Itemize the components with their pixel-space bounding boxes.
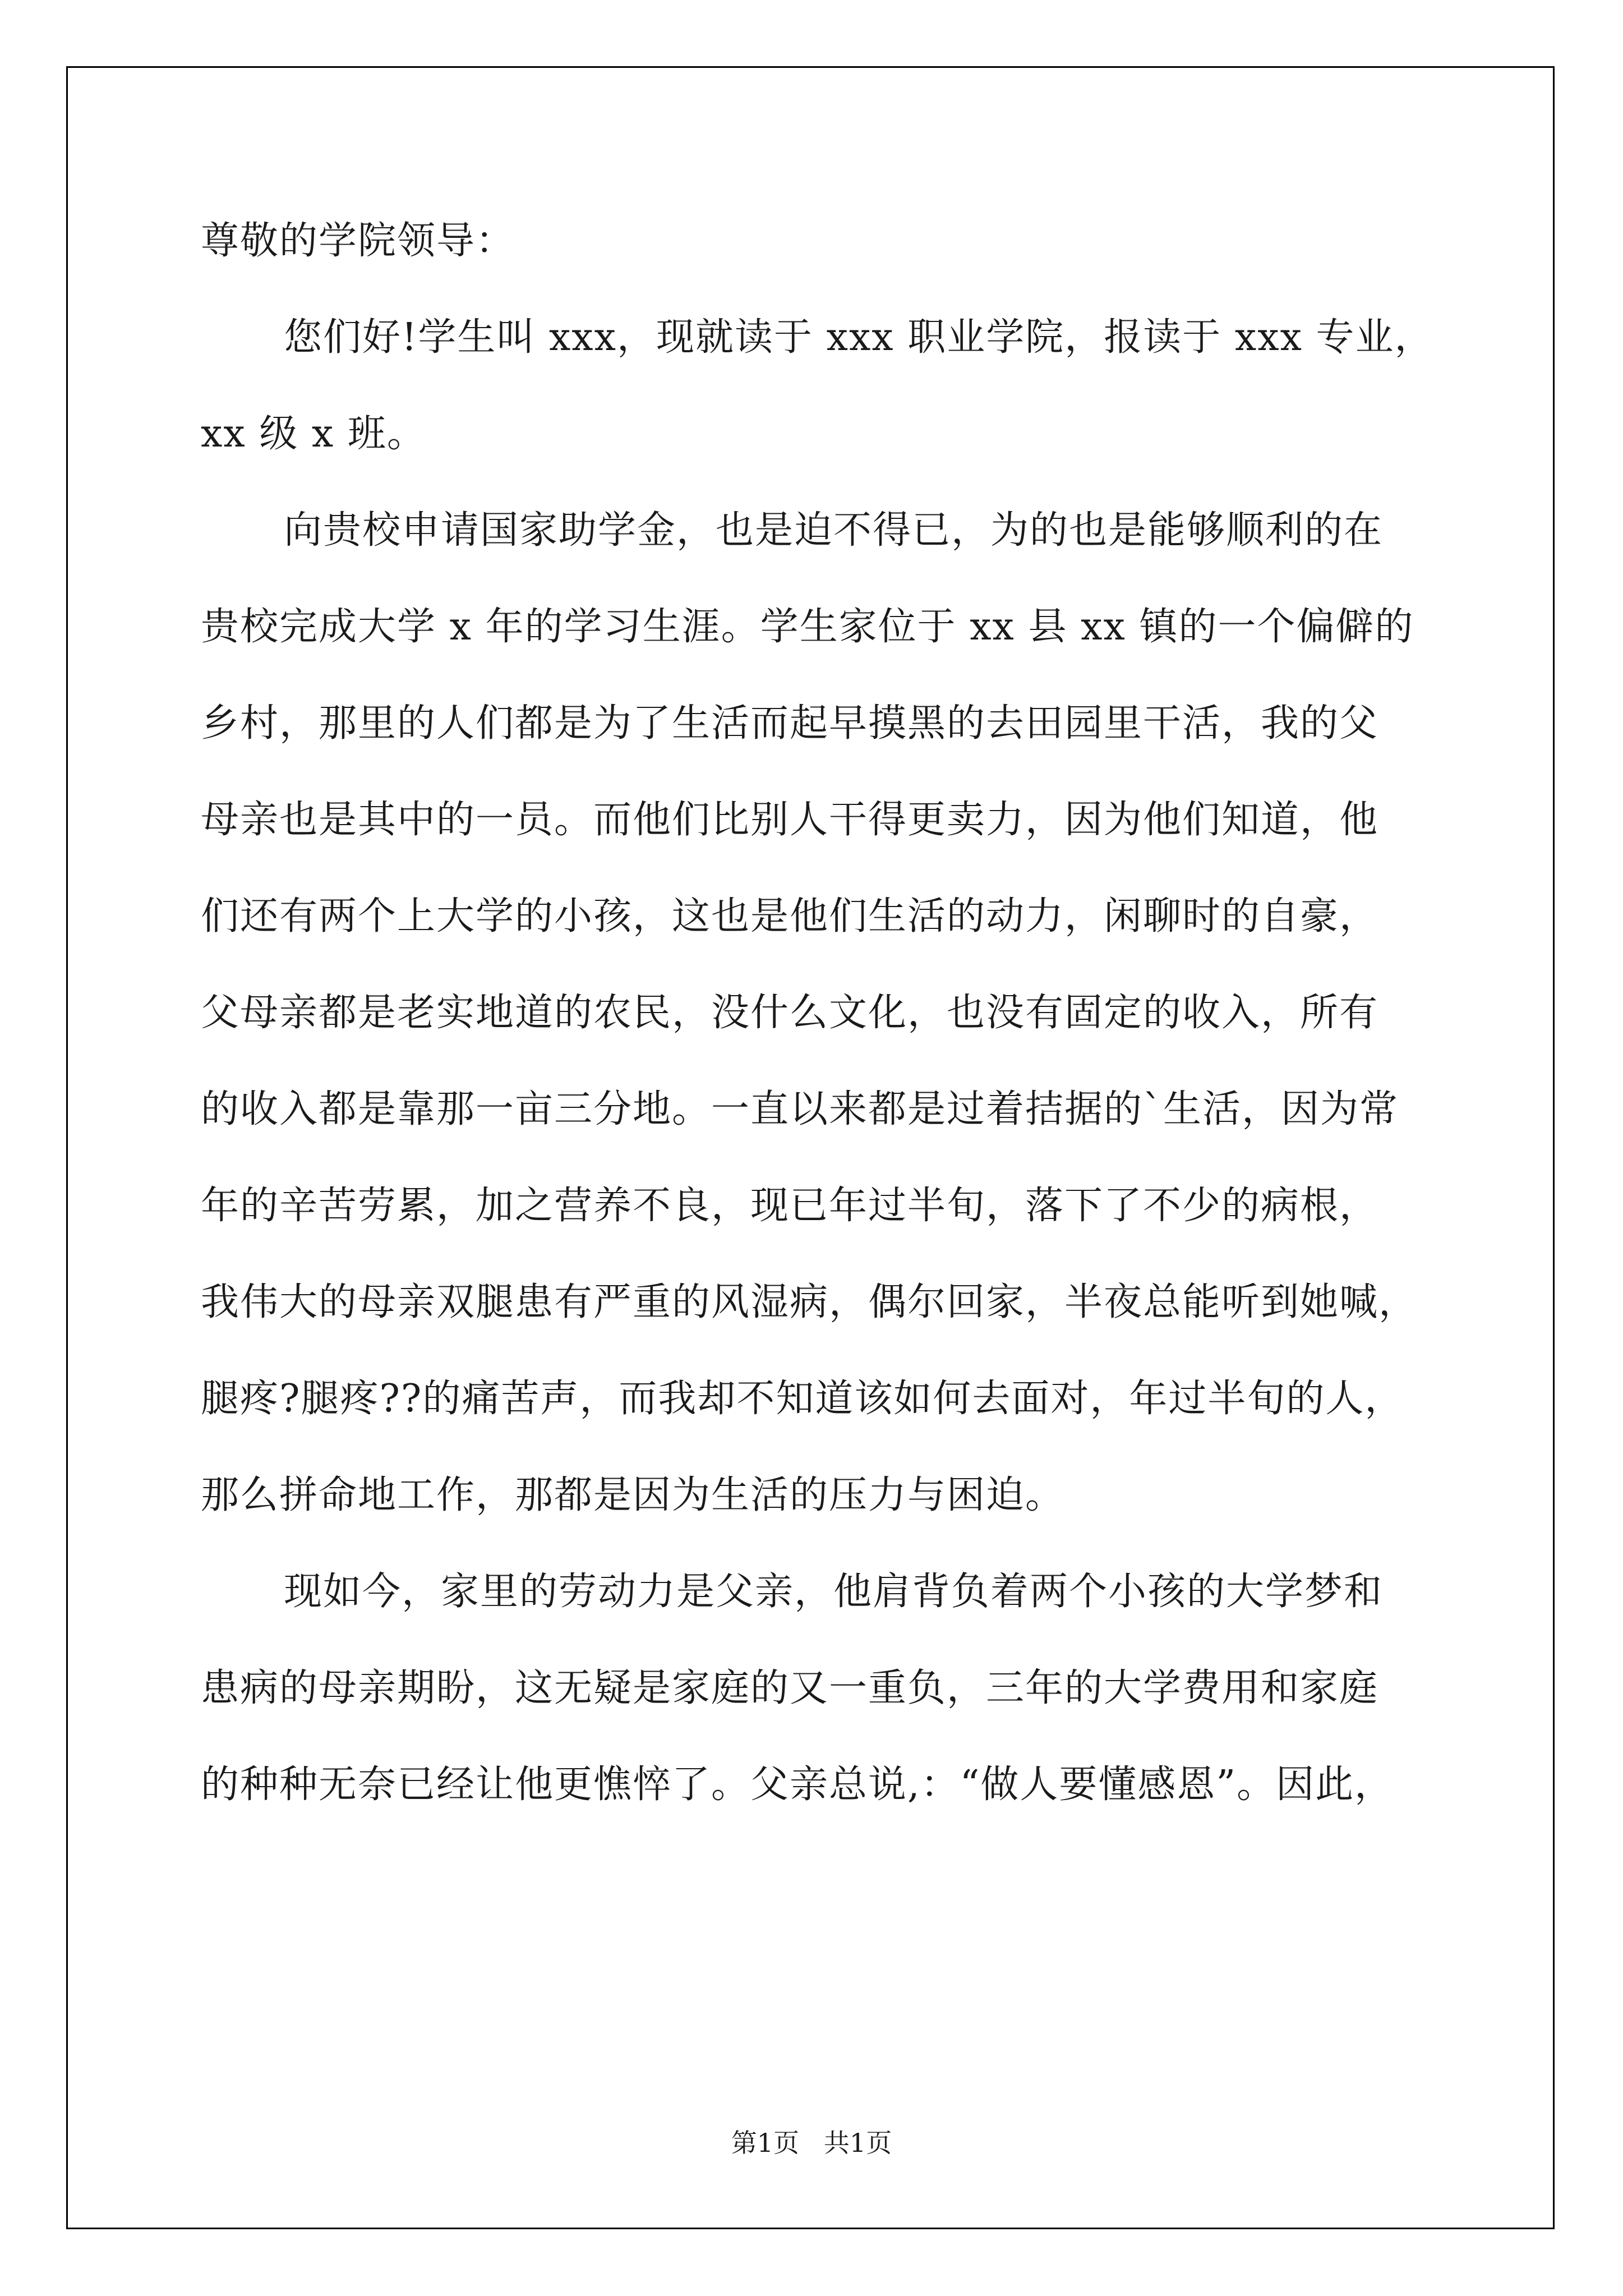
paragraph-2-line-7: 的收入都是靠那一亩三分地。一直以来都是过着拮据的`生活，因为常: [201, 1087, 1399, 1131]
document-body: [201, 208, 1434, 1848]
paragraph-2-line-4: 母亲也是其中的一员。而他们比别人干得更卖力，因为他们知道，他: [201, 798, 1379, 842]
paragraph-1-line-1: 您们好!学生叫 xxx，现就读于 xxx 职业学院，报读于 xxx 专业，: [284, 315, 1434, 360]
paragraph-2-line-11: 那么拼命地工作，那都是因为生活的压力与困迫。: [201, 1473, 1065, 1517]
paragraph-2-line-10: 腿疼?腿疼??的痛苦声，而我却不知道该如何去面对，年过半旬的人，: [201, 1377, 1404, 1421]
paragraph-2-line-9: 我伟大的母亲双腿患有严重的风湿病，偶尔回家，半夜总能听到她喊，: [201, 1280, 1418, 1324]
paragraph-2-line-5: 们还有两个上大学的小孩，这也是他们生活的动力，闲聊时的自豪，: [201, 894, 1379, 938]
paragraph-2-line-8: 年的辛苦劳累，加之营养不良，现已年过半旬，落下了不少的病根，: [201, 1184, 1379, 1228]
paragraph-2-line-1: 向贵校申请国家助学金，也是迫不得已，为的也是能够顺利的在: [284, 508, 1384, 553]
paragraph-3-line-3: 的种种无奈已经让他更憔悴了。父亲总说,：“做人要懂感恩”。因此，: [201, 1763, 1394, 1807]
page-footer: 第1页 共1页: [731, 2128, 892, 2158]
paragraph-2-line-6: 父母亲都是老实地道的农民，没什么文化，也没有固定的收入，所有: [201, 991, 1379, 1035]
paragraph-3-line-2: 患病的母亲期盼，这无疑是家庭的又一重负，三年的大学费用和家庭: [201, 1666, 1379, 1710]
paragraph-1-line-2: xx 级 x 班。: [201, 412, 426, 456]
paragraph-3-line-1: 现如今，家里的劳动力是父亲，他肩背负着两个小孩的大学梦和: [284, 1570, 1384, 1614]
salutation: 尊敬的学院领导：: [201, 219, 515, 263]
paragraph-2-line-3: 乡村，那里的人们都是为了生活而起早摸黑的去田园里干活，我的父: [201, 701, 1379, 746]
paragraph-2-line-2: 贵校完成大学 x 年的学习生涯。学生家位于 xx 县 xx 镇的一个偏僻的: [201, 605, 1414, 649]
